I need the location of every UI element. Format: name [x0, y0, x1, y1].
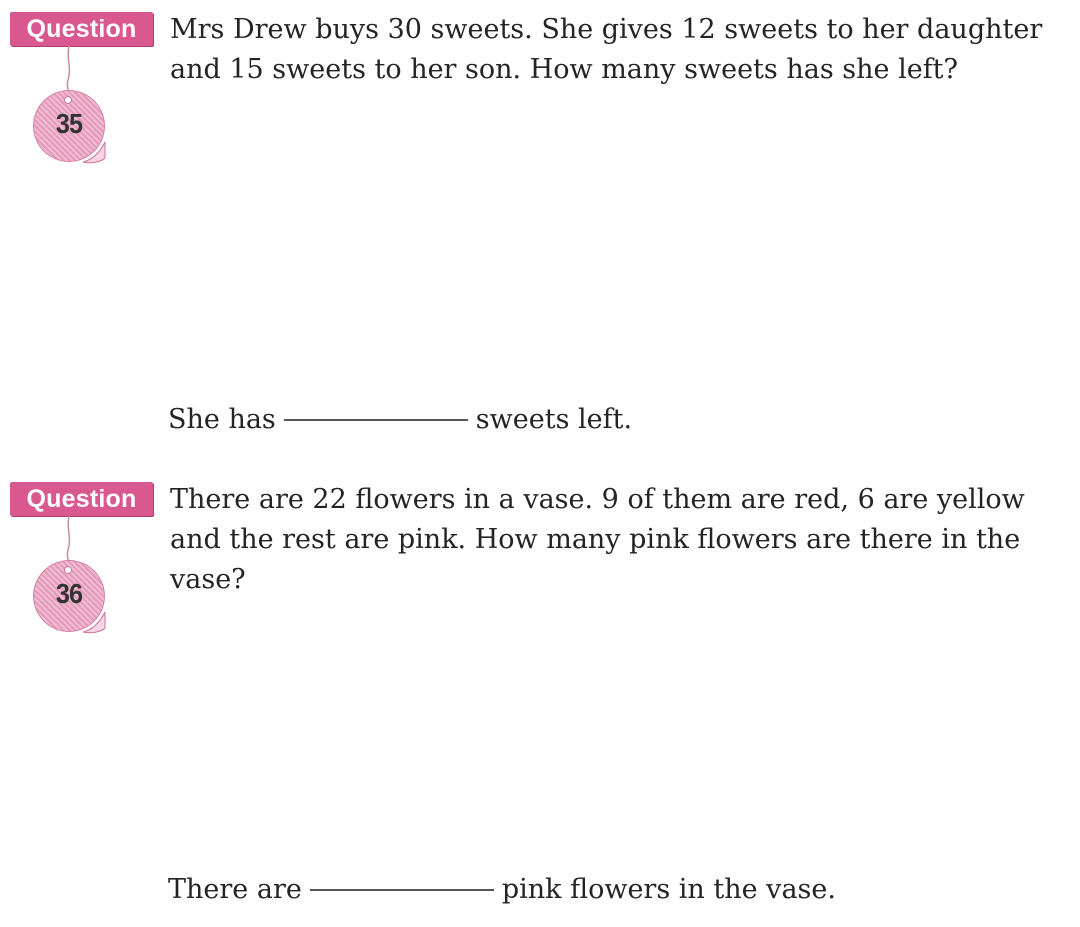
answer-prefix: There are — [168, 874, 302, 905]
question-text: There are 22 flowers in a vase. 9 of them are red, 6 are yellow and the rest are pink. How many pink flowers are there in the vase? — [170, 484, 1025, 595]
badge-hole-icon — [64, 96, 72, 104]
question-number: 35 — [55, 108, 83, 139]
answer-blank[interactable] — [284, 418, 468, 421]
answer-suffix: pink flowers in the vase. — [501, 874, 836, 905]
answer-suffix: sweets left. — [475, 404, 633, 435]
question-text: Mrs Drew buys 30 sweets. She gives 12 sweets to her daughter and 15 sweets to her son. How many sweets has she left? — [170, 14, 1043, 85]
answer-prefix: She has — [168, 404, 276, 435]
question-number: 36 — [55, 578, 83, 609]
answer-line — [168, 400, 632, 440]
question-36-block — [0, 470, 1080, 927]
page-curl-icon — [81, 610, 107, 634]
question-tab: Question — [10, 482, 153, 516]
answer-blank[interactable] — [310, 888, 494, 891]
question-tab: Question — [10, 12, 153, 46]
answer-line — [168, 870, 836, 910]
badge-string-icon — [63, 46, 75, 96]
badge-string-icon — [63, 516, 75, 566]
page-curl-icon — [81, 140, 107, 164]
badge-hole-icon — [64, 566, 72, 574]
question-number-badge — [33, 560, 105, 632]
question-number-badge — [33, 90, 105, 162]
